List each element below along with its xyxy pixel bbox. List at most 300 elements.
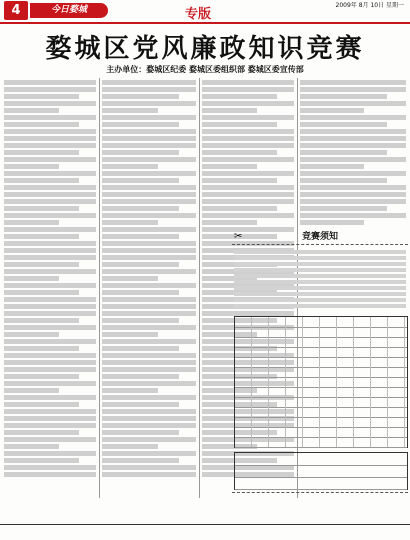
text-line — [102, 304, 196, 309]
text-line — [234, 256, 406, 260]
paper-logo: 今日婺城 — [30, 3, 108, 18]
answer-cell[interactable] — [269, 427, 286, 437]
quiz-panel — [232, 230, 408, 498]
answer-cell[interactable] — [286, 437, 303, 447]
text-line — [102, 220, 158, 225]
answer-cell[interactable] — [252, 417, 269, 427]
text-line — [102, 458, 179, 463]
answer-cell[interactable] — [303, 407, 320, 417]
text-line — [102, 297, 196, 302]
answer-cell[interactable] — [235, 387, 252, 397]
text-line — [202, 87, 294, 92]
text-line — [4, 409, 96, 414]
text-line — [102, 269, 196, 274]
text-line — [4, 171, 96, 176]
text-line — [202, 178, 277, 183]
text-line — [102, 346, 179, 351]
text-line — [4, 213, 96, 218]
answer-cell[interactable] — [269, 417, 286, 427]
answer-cell[interactable] — [337, 387, 354, 397]
answer-cell[interactable] — [337, 427, 354, 437]
text-line — [102, 234, 179, 239]
text-line — [4, 283, 96, 288]
text-line — [300, 115, 406, 120]
answer-cell[interactable] — [252, 377, 269, 387]
answer-cell[interactable] — [320, 397, 337, 407]
answer-cell[interactable] — [235, 397, 252, 407]
answer-cell[interactable] — [286, 377, 303, 387]
answer-cell[interactable] — [286, 387, 303, 397]
text-line — [202, 122, 277, 127]
text-line — [102, 213, 196, 218]
text-line — [102, 157, 196, 162]
answer-cell[interactable] — [337, 417, 354, 427]
text-line — [102, 178, 179, 183]
text-line — [234, 292, 406, 296]
answer-cell[interactable] — [388, 357, 405, 367]
answer-cell[interactable] — [269, 317, 286, 327]
text-line — [202, 143, 294, 148]
quiz-title: 竞赛须知 — [301, 232, 338, 242]
answer-cell[interactable] — [269, 387, 286, 397]
text-line — [300, 136, 406, 141]
answer-cell[interactable] — [320, 427, 337, 437]
answer-cell[interactable] — [303, 387, 320, 397]
answer-cell[interactable] — [269, 327, 286, 337]
answer-cell[interactable] — [320, 367, 337, 377]
answer-cell[interactable] — [354, 347, 371, 357]
page-footer — [0, 524, 410, 540]
text-line — [102, 108, 158, 113]
answer-cell[interactable] — [320, 407, 337, 417]
answer-cell[interactable] — [320, 417, 337, 427]
text-line — [234, 250, 406, 254]
question-column-2 — [102, 78, 196, 478]
answer-cell[interactable] — [303, 327, 320, 337]
answer-cell[interactable] — [354, 327, 371, 337]
text-line — [300, 206, 387, 211]
text-line — [300, 157, 406, 162]
answer-cell[interactable] — [286, 347, 303, 357]
text-line — [4, 311, 96, 316]
text-line — [102, 430, 179, 435]
answer-cell[interactable] — [371, 317, 388, 327]
text-line — [202, 80, 294, 85]
answer-cell[interactable] — [371, 397, 388, 407]
text-line — [202, 192, 294, 197]
text-line — [102, 325, 196, 330]
quiz-header — [232, 230, 408, 245]
text-line — [4, 416, 96, 421]
answer-cell[interactable] — [371, 377, 388, 387]
answer-cell[interactable] — [354, 397, 371, 407]
answer-cell[interactable] — [388, 387, 405, 397]
answer-cell[interactable] — [371, 357, 388, 367]
text-line — [102, 388, 158, 393]
answer-grid — [234, 316, 408, 448]
text-line — [4, 451, 96, 456]
text-line — [102, 171, 196, 176]
answer-cell[interactable] — [269, 377, 286, 387]
answer-cell[interactable] — [337, 367, 354, 377]
text-line — [102, 339, 196, 344]
text-line — [4, 157, 96, 162]
answer-cell[interactable] — [303, 367, 320, 377]
text-line — [202, 129, 294, 134]
column-divider — [99, 78, 100, 498]
answer-cell[interactable] — [252, 387, 269, 397]
answer-cell[interactable] — [354, 357, 371, 367]
masthead-bar — [0, 0, 410, 24]
text-line — [300, 143, 406, 148]
text-line — [202, 101, 294, 106]
answer-cell[interactable] — [371, 417, 388, 427]
text-line — [102, 164, 158, 169]
text-line — [4, 346, 79, 351]
text-line — [300, 199, 406, 204]
text-line — [102, 332, 158, 337]
section-label: 专版 — [185, 7, 212, 22]
answer-cell[interactable] — [252, 327, 269, 337]
text-line — [102, 94, 179, 99]
text-line — [4, 94, 79, 99]
text-line — [4, 262, 79, 267]
answer-cell[interactable] — [354, 417, 371, 427]
answer-cell[interactable] — [337, 347, 354, 357]
text-line — [202, 220, 257, 225]
text-line — [202, 108, 257, 113]
text-line — [4, 143, 96, 148]
text-line — [234, 304, 406, 308]
answer-cell[interactable] — [303, 337, 320, 347]
text-line — [102, 115, 196, 120]
text-line — [102, 143, 196, 148]
answer-cell[interactable] — [388, 327, 405, 337]
answer-cell[interactable] — [320, 377, 337, 387]
answer-cell[interactable] — [286, 397, 303, 407]
text-line — [300, 171, 406, 176]
answer-cell[interactable] — [252, 347, 269, 357]
answer-cell[interactable] — [286, 357, 303, 367]
answer-cell[interactable] — [235, 337, 252, 347]
answer-cell[interactable] — [388, 427, 405, 437]
text-line — [102, 192, 196, 197]
text-line — [102, 290, 179, 295]
text-line — [202, 94, 277, 99]
answer-cell[interactable] — [371, 387, 388, 397]
text-line — [4, 206, 79, 211]
text-line — [102, 206, 179, 211]
text-line — [300, 185, 406, 190]
answer-cell[interactable] — [303, 417, 320, 427]
text-line — [4, 150, 79, 155]
answer-cell[interactable] — [303, 427, 320, 437]
text-line — [102, 409, 196, 414]
answer-cell[interactable] — [388, 317, 405, 327]
text-line — [102, 311, 196, 316]
text-line — [300, 87, 406, 92]
answer-cell[interactable] — [388, 397, 405, 407]
text-line — [300, 108, 364, 113]
answer-cell[interactable] — [269, 337, 286, 347]
text-line — [202, 164, 257, 169]
text-line — [300, 213, 406, 218]
text-line — [202, 115, 294, 120]
text-line — [202, 171, 294, 176]
answer-cell[interactable] — [371, 427, 388, 437]
answer-cell[interactable] — [320, 437, 337, 447]
answer-cell[interactable] — [269, 367, 286, 377]
text-line — [102, 262, 179, 267]
answer-cell[interactable] — [337, 377, 354, 387]
text-line — [202, 213, 294, 218]
text-line — [202, 185, 294, 190]
answer-cell[interactable] — [286, 317, 303, 327]
text-line — [4, 87, 96, 92]
text-line — [4, 465, 96, 470]
answer-cell[interactable] — [252, 407, 269, 417]
text-line — [4, 332, 59, 337]
text-line — [102, 241, 196, 246]
answer-cell[interactable] — [371, 437, 388, 447]
text-line — [300, 80, 406, 85]
sponsor-line: 主办单位：婺城区纪委 婺城区委组织部 婺城区委宣传部 — [106, 65, 304, 74]
text-line — [202, 206, 277, 211]
answer-cell[interactable] — [235, 427, 252, 437]
answer-cell[interactable] — [354, 367, 371, 377]
text-line — [300, 150, 387, 155]
answer-cell[interactable] — [252, 427, 269, 437]
answer-cell[interactable] — [320, 327, 337, 337]
text-line — [4, 339, 96, 344]
text-line — [102, 283, 196, 288]
text-line — [234, 286, 406, 290]
answer-cell[interactable] — [303, 437, 320, 447]
answer-cell[interactable] — [303, 317, 320, 327]
text-line — [4, 374, 79, 379]
text-line — [300, 122, 387, 127]
text-line — [234, 280, 406, 284]
answer-cell[interactable] — [269, 347, 286, 357]
text-line — [102, 87, 196, 92]
answer-cell[interactable] — [354, 317, 371, 327]
answer-cell[interactable] — [354, 377, 371, 387]
answer-cell[interactable] — [337, 357, 354, 367]
answer-cell[interactable] — [388, 367, 405, 377]
text-line — [4, 458, 79, 463]
answer-cell[interactable] — [388, 437, 405, 447]
answer-cell[interactable] — [235, 347, 252, 357]
text-line — [102, 395, 196, 400]
text-line — [4, 227, 96, 232]
text-line — [4, 80, 96, 85]
answer-cell[interactable] — [320, 347, 337, 357]
text-line — [102, 472, 196, 477]
text-line — [4, 367, 96, 372]
text-line — [234, 298, 406, 302]
answer-cell[interactable] — [235, 327, 252, 337]
answer-cell[interactable] — [252, 397, 269, 407]
text-line — [4, 192, 96, 197]
text-line — [102, 374, 179, 379]
answer-cell[interactable] — [371, 327, 388, 337]
answer-cell[interactable] — [337, 407, 354, 417]
answer-cell[interactable] — [303, 347, 320, 357]
article-title: 婺城区党风廉政知识竞赛 — [45, 34, 365, 64]
text-line — [234, 268, 406, 272]
text-line — [102, 367, 196, 372]
text-line — [4, 472, 96, 477]
entry-field[interactable] — [235, 477, 407, 490]
answer-cell[interactable] — [303, 377, 320, 387]
text-line — [4, 325, 96, 330]
grid-row — [235, 437, 407, 448]
text-line — [4, 101, 96, 106]
answer-cell[interactable] — [252, 437, 269, 447]
text-line — [4, 444, 59, 449]
dateline-line — [294, 18, 404, 26]
answer-cell[interactable] — [235, 437, 252, 447]
answer-cell[interactable] — [286, 327, 303, 337]
answer-cell[interactable] — [303, 397, 320, 407]
text-line — [4, 255, 96, 260]
answer-cell[interactable] — [337, 337, 354, 347]
text-line — [102, 101, 196, 106]
answer-cell[interactable] — [269, 437, 286, 447]
answer-cell[interactable] — [320, 337, 337, 347]
answer-cell[interactable] — [354, 437, 371, 447]
answer-cell[interactable] — [320, 317, 337, 327]
answer-cell[interactable] — [354, 337, 371, 347]
answer-cell[interactable] — [252, 317, 269, 327]
text-line — [234, 274, 406, 278]
text-line — [102, 227, 196, 232]
answer-cell[interactable] — [371, 337, 388, 347]
text-line — [4, 115, 96, 120]
answer-cell[interactable] — [337, 327, 354, 337]
answer-cell[interactable] — [252, 367, 269, 377]
answer-cell[interactable] — [354, 407, 371, 417]
answer-cell[interactable] — [388, 377, 405, 387]
dateline-line — [294, 10, 404, 18]
text-line — [102, 318, 179, 323]
answer-cell[interactable] — [235, 317, 252, 327]
answer-cell[interactable] — [269, 397, 286, 407]
answer-cell[interactable] — [388, 347, 405, 357]
text-line — [300, 220, 364, 225]
text-line — [4, 388, 59, 393]
answer-cell[interactable] — [354, 427, 371, 437]
text-line — [4, 353, 96, 358]
answer-cell[interactable] — [388, 407, 405, 417]
answer-cell[interactable] — [320, 357, 337, 367]
text-line — [4, 395, 96, 400]
text-line — [4, 164, 59, 169]
text-line — [4, 276, 59, 281]
text-line — [102, 353, 196, 358]
text-line — [102, 416, 196, 421]
answer-cell[interactable] — [337, 437, 354, 447]
text-line — [102, 423, 196, 428]
answer-cell[interactable] — [337, 317, 354, 327]
text-line — [102, 122, 179, 127]
text-line — [4, 108, 59, 113]
text-line — [4, 185, 96, 190]
text-line — [102, 360, 196, 365]
answer-cell[interactable] — [235, 377, 252, 387]
answer-cell[interactable] — [286, 367, 303, 377]
answer-cell[interactable] — [337, 397, 354, 407]
answer-cell[interactable] — [320, 387, 337, 397]
text-line — [102, 437, 196, 442]
answer-cell[interactable] — [286, 337, 303, 347]
text-line — [4, 241, 96, 246]
answer-cell[interactable] — [252, 337, 269, 347]
text-line — [102, 150, 179, 155]
quiz-rules — [234, 248, 406, 310]
text-line — [4, 269, 96, 274]
text-line — [4, 423, 96, 428]
answer-cell[interactable] — [354, 387, 371, 397]
text-line — [202, 150, 277, 155]
text-line — [102, 136, 196, 141]
text-line — [300, 94, 387, 99]
answer-cell[interactable] — [235, 407, 252, 417]
answer-cell[interactable] — [371, 367, 388, 377]
answer-cell[interactable] — [235, 357, 252, 367]
question-column-1 — [4, 78, 96, 478]
answer-cell[interactable] — [252, 357, 269, 367]
answer-cell[interactable] — [235, 367, 252, 377]
text-line — [300, 164, 364, 169]
text-line — [234, 262, 406, 266]
page-number-badge: 4 — [4, 1, 28, 20]
text-line — [102, 255, 196, 260]
text-line — [4, 381, 96, 386]
text-line — [202, 199, 294, 204]
text-line — [102, 185, 196, 190]
text-line — [4, 136, 96, 141]
answer-cell[interactable] — [286, 417, 303, 427]
text-line — [300, 129, 406, 134]
text-line — [300, 178, 387, 183]
text-line — [300, 192, 406, 197]
answer-cell[interactable] — [269, 357, 286, 367]
answer-cell[interactable] — [286, 427, 303, 437]
entry-form — [234, 452, 408, 490]
text-line — [102, 465, 196, 470]
text-line — [4, 430, 79, 435]
answer-cell[interactable] — [371, 347, 388, 357]
text-line — [4, 360, 96, 365]
text-line — [202, 157, 294, 162]
answer-cell[interactable] — [371, 407, 388, 417]
answer-cell[interactable] — [303, 357, 320, 367]
text-line — [102, 248, 196, 253]
answer-cell[interactable] — [235, 417, 252, 427]
answer-cell[interactable] — [269, 407, 286, 417]
answer-cell[interactable] — [388, 337, 405, 347]
text-line — [4, 199, 96, 204]
text-line — [102, 80, 196, 85]
answer-cell[interactable] — [388, 417, 405, 427]
dateline — [294, 2, 404, 26]
text-line — [102, 444, 158, 449]
text-line — [4, 220, 59, 225]
answer-cell[interactable] — [286, 407, 303, 417]
text-line — [4, 234, 79, 239]
text-line — [4, 437, 96, 442]
